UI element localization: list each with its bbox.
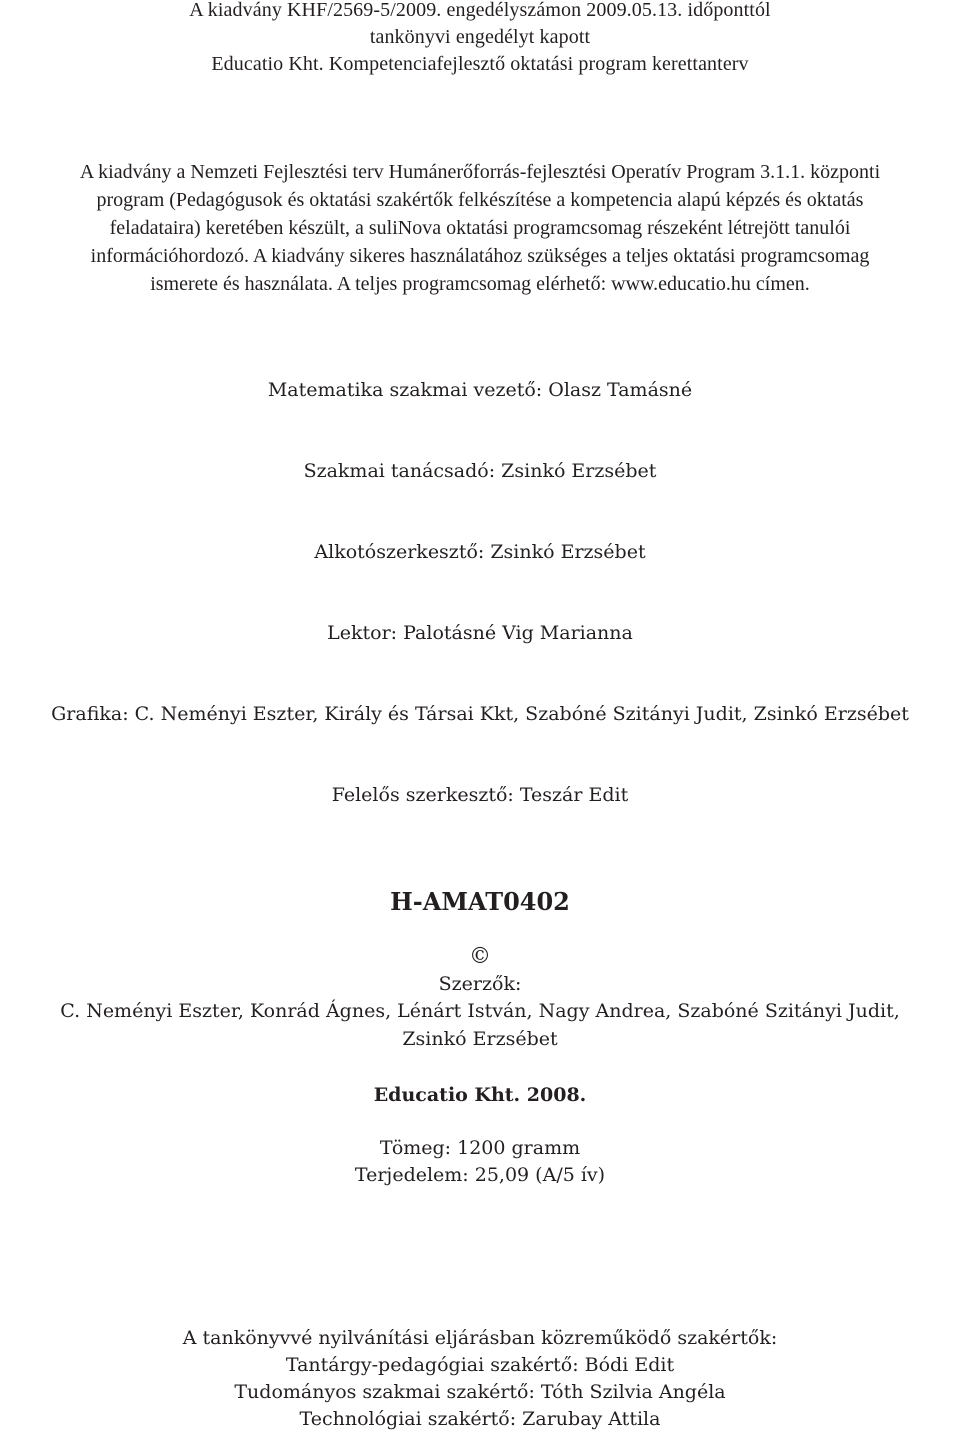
- experts-heading: A tankönyvvé nyilvánítási eljárásban közreműködő szakértők:: [182, 1327, 778, 1349]
- copyright-symbol: ©: [469, 944, 491, 969]
- authors-line-2: Zsinkó Erzsébet: [402, 1028, 558, 1050]
- scientific-expert: Tudományos szakmai szakértő: Tóth Szilvia Angéla: [234, 1381, 726, 1403]
- approval-line-3: Educatio Kht. Kompetenciafejlesztő oktatási program kerettanterv: [211, 53, 749, 75]
- technological-expert: Technológiai szakértő: Zarubay Attila: [299, 1408, 661, 1430]
- subject-pedagogy-expert: Tantárgy-pedagógiai szakértő: Bódi Edit: [285, 1354, 675, 1376]
- extent: Terjedelem: 25,09 (A/5 ív): [354, 1164, 606, 1186]
- intro-line-2: program (Pedagógusok és oktatási szakértők felkészítése a kompetencia alapú képzés és oktatás: [96, 189, 864, 211]
- weight: Tömeg: 1200 gramm: [379, 1137, 581, 1159]
- math-lead: Matematika szakmai vezető: Olasz Tamásné: [267, 379, 693, 401]
- intro-line-1: A kiadvány a Nemzeti Fejlesztési terv Humánerőforrás-fejlesztési Operatív Program 3.1.1. központi: [79, 161, 881, 183]
- authors-line-1: C. Neményi Eszter, Konrád Ágnes, Lénárt István, Nagy Andrea, Szabóné Szitányi Judit,: [60, 1000, 900, 1022]
- approval-line-2: tankönyvi engedélyt kapott: [369, 26, 591, 48]
- creative-editor: Alkotószerkesztő: Zsinkó Erzsébet: [314, 541, 646, 563]
- intro-line-3: feladataira) keretében készült, a suliNova oktatási programcsomag részeként létrejött tanulói: [109, 217, 851, 239]
- publisher: Educatio Kht. 2008.: [373, 1084, 587, 1106]
- advisor: Szakmai tanácsadó: Zsinkó Erzsébet: [303, 460, 657, 482]
- responsible-editor: Felelős szerkesztő: Teszár Edit: [331, 784, 629, 806]
- intro-line-5: ismerete és használata. A teljes programcsomag elérhető: www.educatio.hu címen.: [150, 273, 810, 295]
- graphics-credit: Grafika: C. Neményi Eszter, Király és Társai Kkt, Szabóné Szitányi Judit, Zsinkó Erzsébet: [51, 703, 909, 725]
- approval-line-1: A kiadvány KHF/2569-5/2009. engedélyszámon 2009.05.13. időponttól: [189, 0, 771, 21]
- intro-line-4: információhordozó. A kiadvány sikeres használatához szükséges a teljes oktatási programcsomag: [90, 245, 870, 267]
- product-code: H-AMAT0402: [390, 887, 570, 916]
- authors-label: Szerzők:: [438, 973, 522, 995]
- reviewer: Lektor: Palotásné Vig Marianna: [327, 622, 633, 644]
